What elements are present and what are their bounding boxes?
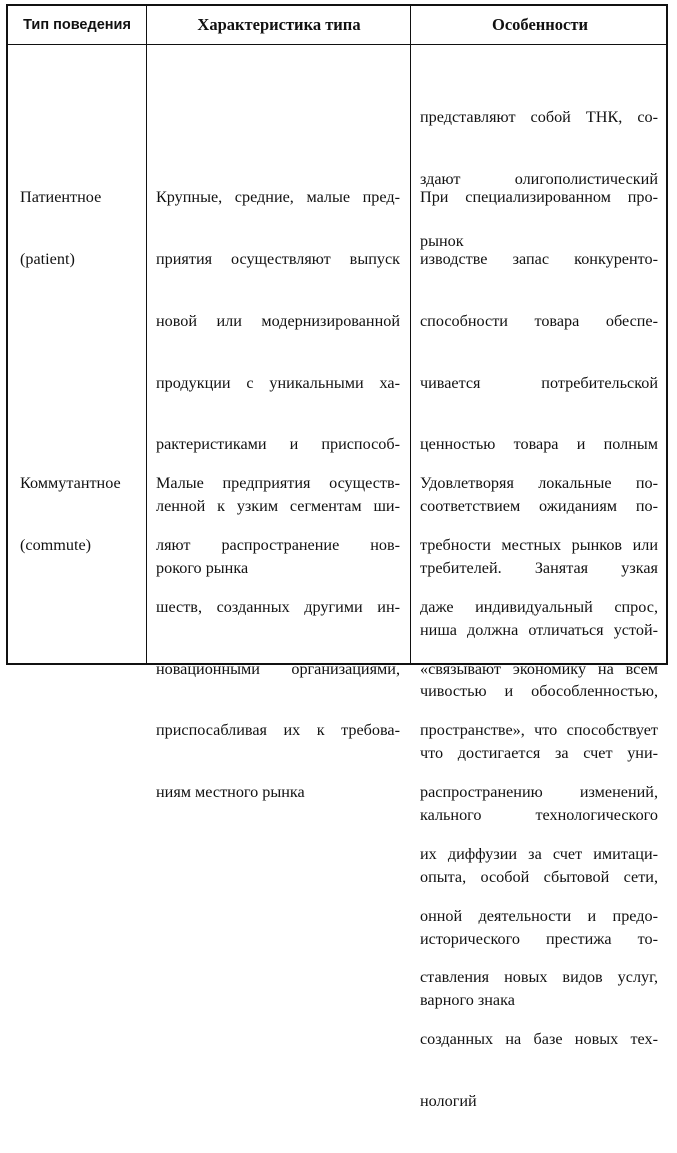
text-line: требности местных рынков или <box>420 535 658 554</box>
text-line: новационными организациями, <box>156 659 400 678</box>
text-line: соответствием ожиданиям по- <box>420 497 658 516</box>
text-line: чивостью и обособленностью, <box>420 682 658 701</box>
text-line: ляют распространение нов- <box>156 535 400 554</box>
text-line: рынок <box>420 231 464 250</box>
text-line: кального технологического <box>420 806 658 824</box>
text-line: ставления новых видов услуг, <box>420 968 658 987</box>
text-line: их диффузии за счет имитаци- <box>420 844 658 863</box>
text-line: (patient) <box>20 249 75 268</box>
text-line: пространстве», что способствует <box>420 721 658 740</box>
text-line: продукции с уникальными ха- <box>156 373 400 392</box>
text-line: Коммутантное <box>20 474 121 493</box>
text-line: «связывают экономику на всем <box>420 659 658 678</box>
text-line: ценностью товара и полным <box>420 435 658 454</box>
behavior-types-table <box>6 4 668 1110</box>
text-line: требителей. Занятая узкая <box>420 558 658 577</box>
text-line: Патиентное <box>20 188 102 207</box>
text-line: Крупные, средние, малые пред- <box>156 188 400 207</box>
text-line: что достигается за счет уни- <box>420 744 658 763</box>
text-line: созданных на базе новых тех- <box>420 1030 658 1049</box>
text-line: ленной к узким сегментам ши- <box>156 497 400 516</box>
text-line: представляют собой ТНК, со- <box>420 108 658 127</box>
header-divider <box>8 44 666 45</box>
text-line: При специализированном про- <box>420 188 658 207</box>
text-line: здают олигополистический <box>420 169 658 188</box>
text-line: опыта, особой сбытовой сети, <box>420 867 658 886</box>
text-line: приятия осуществляют выпуск <box>156 249 400 268</box>
text-line: ниям местного рынка <box>156 783 305 802</box>
text-line: новой или модернизированной <box>156 311 400 330</box>
text-line: нологий <box>420 1092 477 1110</box>
column-divider-2 <box>410 6 411 663</box>
column-divider-1 <box>146 6 147 663</box>
row-commute-type <box>20 432 140 597</box>
text-line: Малые предприятия осуществ- <box>156 474 400 493</box>
text-line: (commute) <box>20 535 92 554</box>
text-line: рактеристиками и приспособ- <box>156 435 400 454</box>
header-type: Тип поведения <box>23 17 131 33</box>
text-line: исторического престижа то- <box>420 929 658 948</box>
row-commute-features <box>420 432 658 1153</box>
text-line: рокого рынка <box>156 558 249 577</box>
row-commute-characteristic <box>156 432 400 844</box>
text-line: чивается потребительской <box>420 373 658 392</box>
text-line: даже индивидуальный спрос, <box>420 597 658 616</box>
text-line: онной деятельности и предо- <box>420 906 658 925</box>
text-line: шеств, созданных другими ин- <box>156 597 400 616</box>
header-features: Особенности <box>492 15 588 34</box>
text-line: способности товара обеспе- <box>420 311 658 330</box>
text-line: Удовлетворяя локальные по- <box>420 474 658 493</box>
text-line: приспосабливая их к требова- <box>156 721 400 740</box>
header-characteristic: Характеристика типа <box>197 15 361 34</box>
text-line: распространению изменений, <box>420 783 658 802</box>
text-line: ниша должна отличаться устой- <box>420 620 658 639</box>
text-line: изводстве запас конкуренто- <box>420 249 658 268</box>
text-line: варного знака <box>420 991 515 1010</box>
row-patient-type <box>20 146 140 311</box>
